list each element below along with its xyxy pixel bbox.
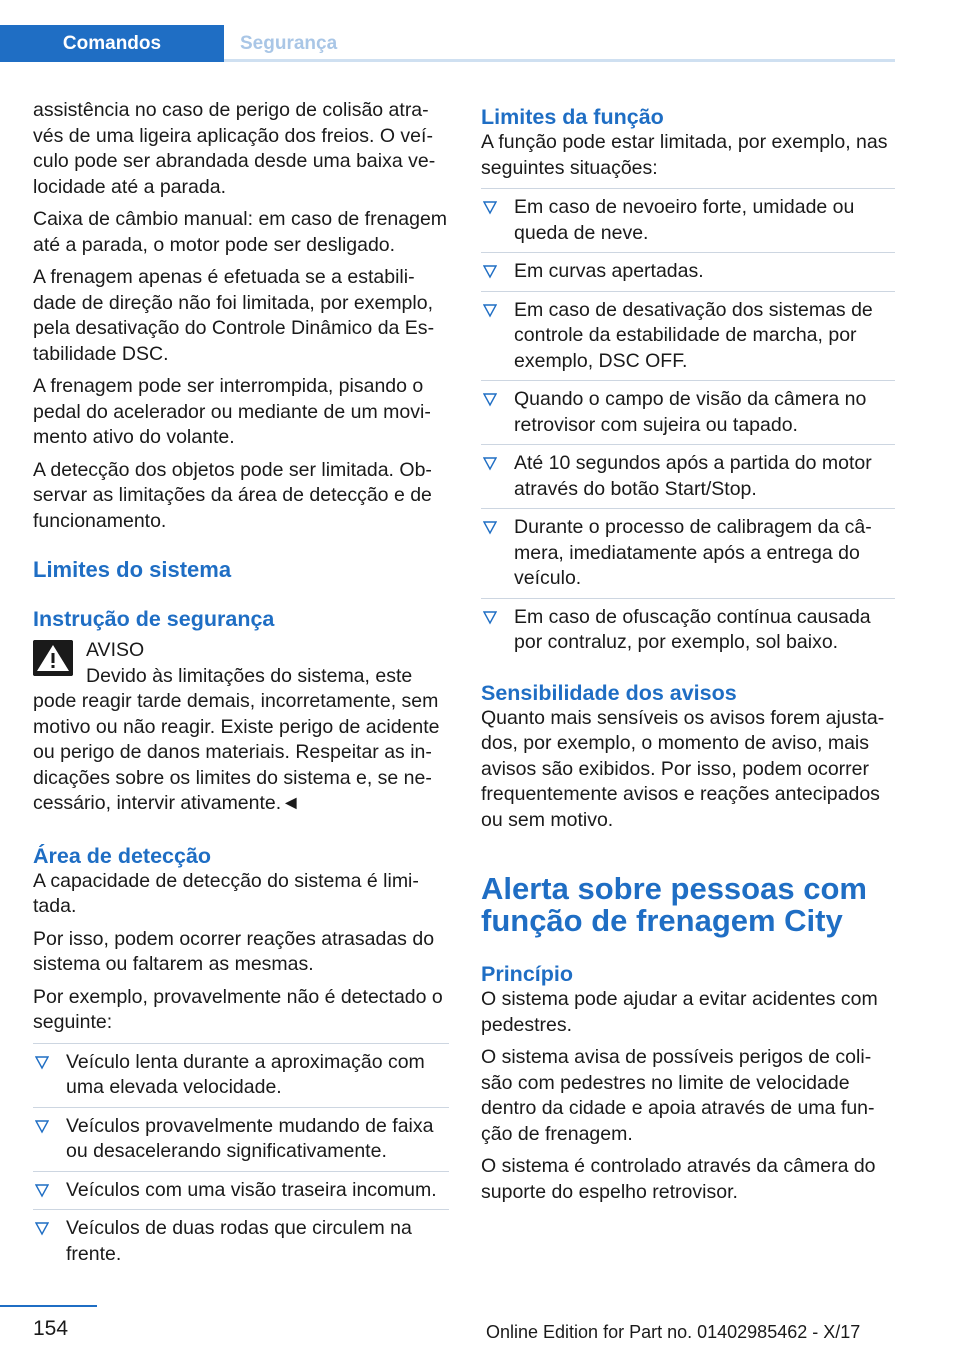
paragraph: O sistema pode ajudar a evitar acidentes com pedestres. [481,988,878,1036]
heading-principio: Princípio [481,962,573,986]
paragraph: A capacidade de detecção do sistema é limitada. [33,869,419,917]
bullet-triangle-icon [483,391,497,407]
paragraph: O sistema avisa de possíveis perigos de colisão com pedestres no limite de velocidade dentro da cidade e apoia através de uma função de frenagem. [481,1046,875,1145]
list-item [481,451,895,502]
tab-comandos[interactable]: Comandos [0,25,224,62]
paragraph: A frenagem pode ser interrompida, pisando o pedal do acelerador ou mediante de um movimento ativo do volante. [33,375,431,448]
bullet-triangle-icon [483,263,497,279]
list-item-text: Veículo lenta durante a aproximação com uma elevada velocidade. [66,1050,425,1098]
list-divider [481,598,895,599]
bullet-triangle-icon [483,519,497,535]
list-divider [481,380,895,381]
warning-triangle-icon [33,640,73,676]
list-item-text: Durante o processo de calibragem da câmera, imediatamente após a entrega do veículo. [514,516,872,589]
list-item [481,515,895,592]
paragraph: A detecção dos objetos pode ser limitada. Observar as limitações da área de detecção e de funcionamento. [33,458,432,532]
list-divider [33,1209,449,1210]
warning-title: AVISO [86,639,145,661]
bullet-triangle-icon [35,1118,49,1134]
funcao-list [481,195,895,656]
list-item-text: Em caso de desativação dos sistemas de controle da estabilidade de marcha, por exemplo, DSC OFF. [514,298,873,372]
list-divider [33,1043,449,1044]
list-item [481,605,895,656]
paragraph: O sistema é controlado através da câmera do suporte do espelho retrovisor. [481,1155,876,1203]
warning-line-1: Devido às limitações do sistema, este [86,664,413,687]
list-item-text: Até 10 segundos após a partida do motor através do botão Start/Stop. [514,452,872,500]
edition-note: Online Edition for Part no. 01402985462 - X/17 [486,1322,861,1342]
list-item-text: Veículos de duas rodas que circulem na frente. [66,1217,412,1265]
area-list [33,1050,449,1268]
list-item [33,1114,449,1165]
paragraph: Quanto mais sensíveis os avisos forem ajustados, por exemplo, o momento de aviso, mais avisos são exibidos. Por isso, podem ocorrer frequentemente avisos e reações antecipados ou sem motivo. [481,706,885,831]
heading-limites-funcao: Limites da função [481,105,664,129]
left-column [33,98,449,1273]
heading-limites-sistema: Limites do sistema [33,557,232,582]
list-item [481,387,895,438]
heading-sensibilidade: Sensibilidade dos avisos [481,680,737,705]
list-divider [481,444,895,445]
warning-text: pode reagir tarde demais, incorretamente, sem motivo ou não reagir. Existe perigo de acidente ou perigo de danos materiais. Respeitar as indicações sobre os limites do sistema e, se necessário, intervir ativamente.◄ [33,690,440,814]
chapter-tabs [0,25,895,62]
tab-seguranca[interactable]: Segurança [240,33,338,54]
heading-instrucao-seguranca: Instrução de segurança [33,607,275,631]
paragraph: assistência no caso de perigo de colisão através de uma ligeira aplicação dos freios. O veículo pode ser abrandada desde uma baixa velocidade até a parada. [33,99,436,198]
heading-alerta-pessoas: Alerta sobre pessoas com função de frenagem City [481,871,867,938]
bullet-triangle-icon [483,609,497,625]
list-item-text: Em caso de ofuscação contínua causada por contraluz, por exemplo, sol baixo. [514,605,871,653]
list-item [33,1050,449,1101]
list-divider [33,1171,449,1172]
paragraph: A função pode estar limitada, por exemplo, nas seguintes situações: [481,131,888,179]
list-item-text: Veículos provavelmente mudando de faixa ou desacelerando significativamente. [66,1114,434,1162]
page-number: 154 [33,1317,69,1340]
list-divider [481,508,895,509]
bullet-triangle-icon [35,1220,49,1236]
list-divider [33,1107,449,1108]
list-item-text: Em caso de nevoeiro forte, umidade ou queda de neve. [514,196,855,244]
list-item [33,1178,449,1204]
warning-block [33,638,449,817]
paragraph: Por exemplo, provavelmente não é detectado o seguinte: [33,985,443,1033]
paragraph: A frenagem apenas é efetuada se a estabilidade de direção não foi limitada, por exemplo, pela desativação do Controle Dinâmico da Estabilidade DSC. [33,266,435,365]
list-item [481,195,895,246]
list-item [481,298,895,375]
paragraph: Por isso, podem ocorrer reações atrasadas do sistema ou faltarem as mesmas. [33,927,435,975]
list-divider [481,291,895,292]
bullet-triangle-icon [35,1054,49,1070]
list-item-text: Em curvas apertadas. [514,260,704,282]
bullet-triangle-icon [483,302,497,318]
list-divider [481,188,895,189]
bullet-triangle-icon [483,455,497,471]
list-divider [481,252,895,253]
list-item [33,1216,449,1267]
bullet-triangle-icon [483,199,497,215]
heading-area-deteccao: Área de detecção [33,843,212,868]
list-item [481,259,895,285]
bullet-triangle-icon [35,1182,49,1198]
footer-rule [0,1305,97,1307]
list-item-text: Veículos com uma visão traseira incomum. [66,1178,437,1201]
list-item-text: Quando o campo de visão da câmera no retrovisor com sujeira ou tapado. [514,388,867,436]
right-column [481,98,895,1212]
paragraph: Caixa de câmbio manual: em caso de frenagem até a parada, o motor pode ser desligado. [33,208,448,256]
